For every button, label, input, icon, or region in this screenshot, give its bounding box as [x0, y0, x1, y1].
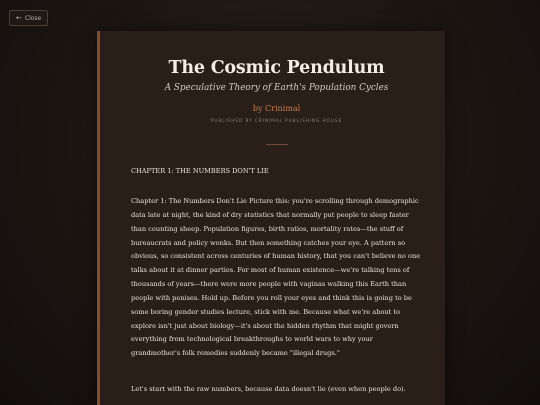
- chapter-heading: CHAPTER 1: THE NUMBERS DON'T LIE: [131, 167, 269, 175]
- book-page: [97, 31, 445, 405]
- book-subtitle: A Speculative Theory of Earth's Population Cycles: [164, 83, 389, 93]
- close-button-label: Close: [24, 14, 42, 22]
- chapter-paragraph: Chapter 1: The Numbers Don't Lie Picture this: you're scrolling through demographic data late at night, the kind of dry statistics that normally put people to sleep faster than counting sheep. Population figures, birth ratios, mortality rates—the stuff of bureaucrats and policy wonks. But then something catches your eye. A pattern so obvious, so consistent across centuries of human history, that you can't believe no one talks about it at dinner parties. For most of human existence—we're talking tens of thousands of years—there were more people with vaginas walking this Earth than people with penises. Hold up. Before you roll your eyes and think this is going to be some boring gender studies lecture, stick with me. Because what we're about to explore isn't just about biology—it's about the hidden rhythm that might govern everything from technological breakthroughs to world wars to why your grandmother's folk remedies suddenly became "illegal drugs.": [131, 197, 421, 358]
- book-title: The Cosmic Pendulum: [168, 58, 385, 78]
- book-publisher: PUBLISHED BY CRINIMAL PUBLISHING HOUSE: [210, 119, 343, 124]
- arrow-left-icon: ←: [16, 13, 22, 22]
- close-button[interactable]: [9, 10, 48, 26]
- title-divider: [266, 144, 288, 145]
- book-author: by Crinimal: [252, 104, 301, 113]
- chapter-paragraph: Let's start with the raw numbers, because data doesn't lie (even when people do).: [131, 385, 406, 393]
